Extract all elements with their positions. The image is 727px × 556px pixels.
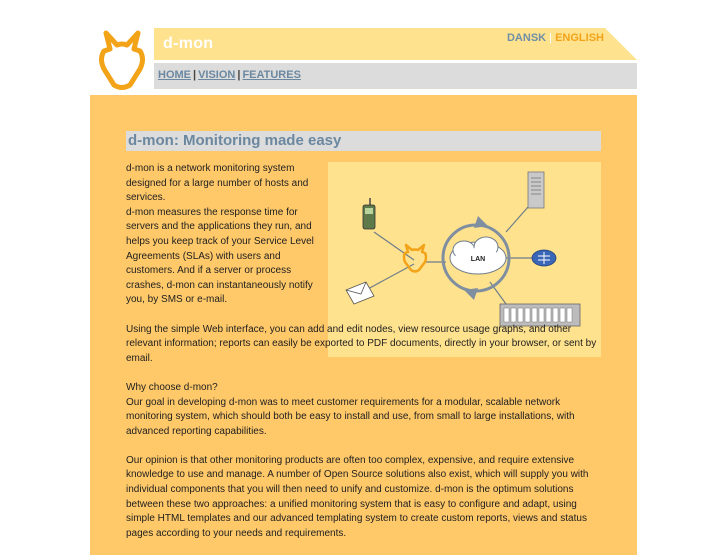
page-heading-bar [126,131,601,151]
paragraph: d-mon is a network monitoring system designed for a large number of hosts and services. [126,163,309,204]
dmon-logo-icon [96,29,148,91]
main-nav [154,63,637,89]
nav-home-link[interactable]: HOME [158,69,191,81]
main-text [126,162,601,556]
lan-label: LAN [470,256,486,263]
nav-separator: | [193,69,197,81]
lang-english-link[interactable]: ENGLISH [555,32,604,44]
lang-dansk-link[interactable]: DANSK [506,32,547,44]
lang-separator: | [549,32,553,44]
paragraph: d-mon measures the response time for servers and the applications they run, and helps you keep track of your Service Level Agreements (SLAs) with users and customers. And if a server or process crashes, d-mon can instantaneously notify you, by SMS or e-mail. [126,206,314,306]
nav-separator: | [237,69,241,81]
nav-features-link[interactable]: FEATURES [242,69,301,81]
paragraph: Our goal in developing d-mon was to meet customer requirements for a modular, scalable network monitoring system, which should both be easy to install and use, from small to large installations, with advanced reporting capabilities. [126,396,575,437]
intro-block [126,162,601,308]
header-banner [154,28,637,60]
content-area [90,95,637,555]
banner-corner [605,28,637,60]
page-title: d-mon: Monitoring made easy [128,132,342,149]
site-title: d-mon [163,35,214,52]
paragraph: Using the simple Web interface, you can add and edit nodes, view resource usage graphs, and other relevant information; reports can easily be exported to PDF documents, directly in your browser, or sent by email. [126,323,597,364]
nav-vision-link[interactable]: VISION [198,69,236,81]
paragraph: Our opinion is that other monitoring products are often too complex, expensive, and require extensive knowledge to use and manage. A number of Open Source solutions also exist, which will supply you with individual components that you will then need to unify and customize. d-mon is the optimum solutions between these two approaches: a unified monitoring system that is easy to configure and adapt, using simple HTML templates and our advanced templating system to create custom reports, views and status pages according to your needs and requirements. [126,454,589,539]
language-switcher [507,32,604,44]
paragraph: Why choose d-mon? [126,381,218,393]
